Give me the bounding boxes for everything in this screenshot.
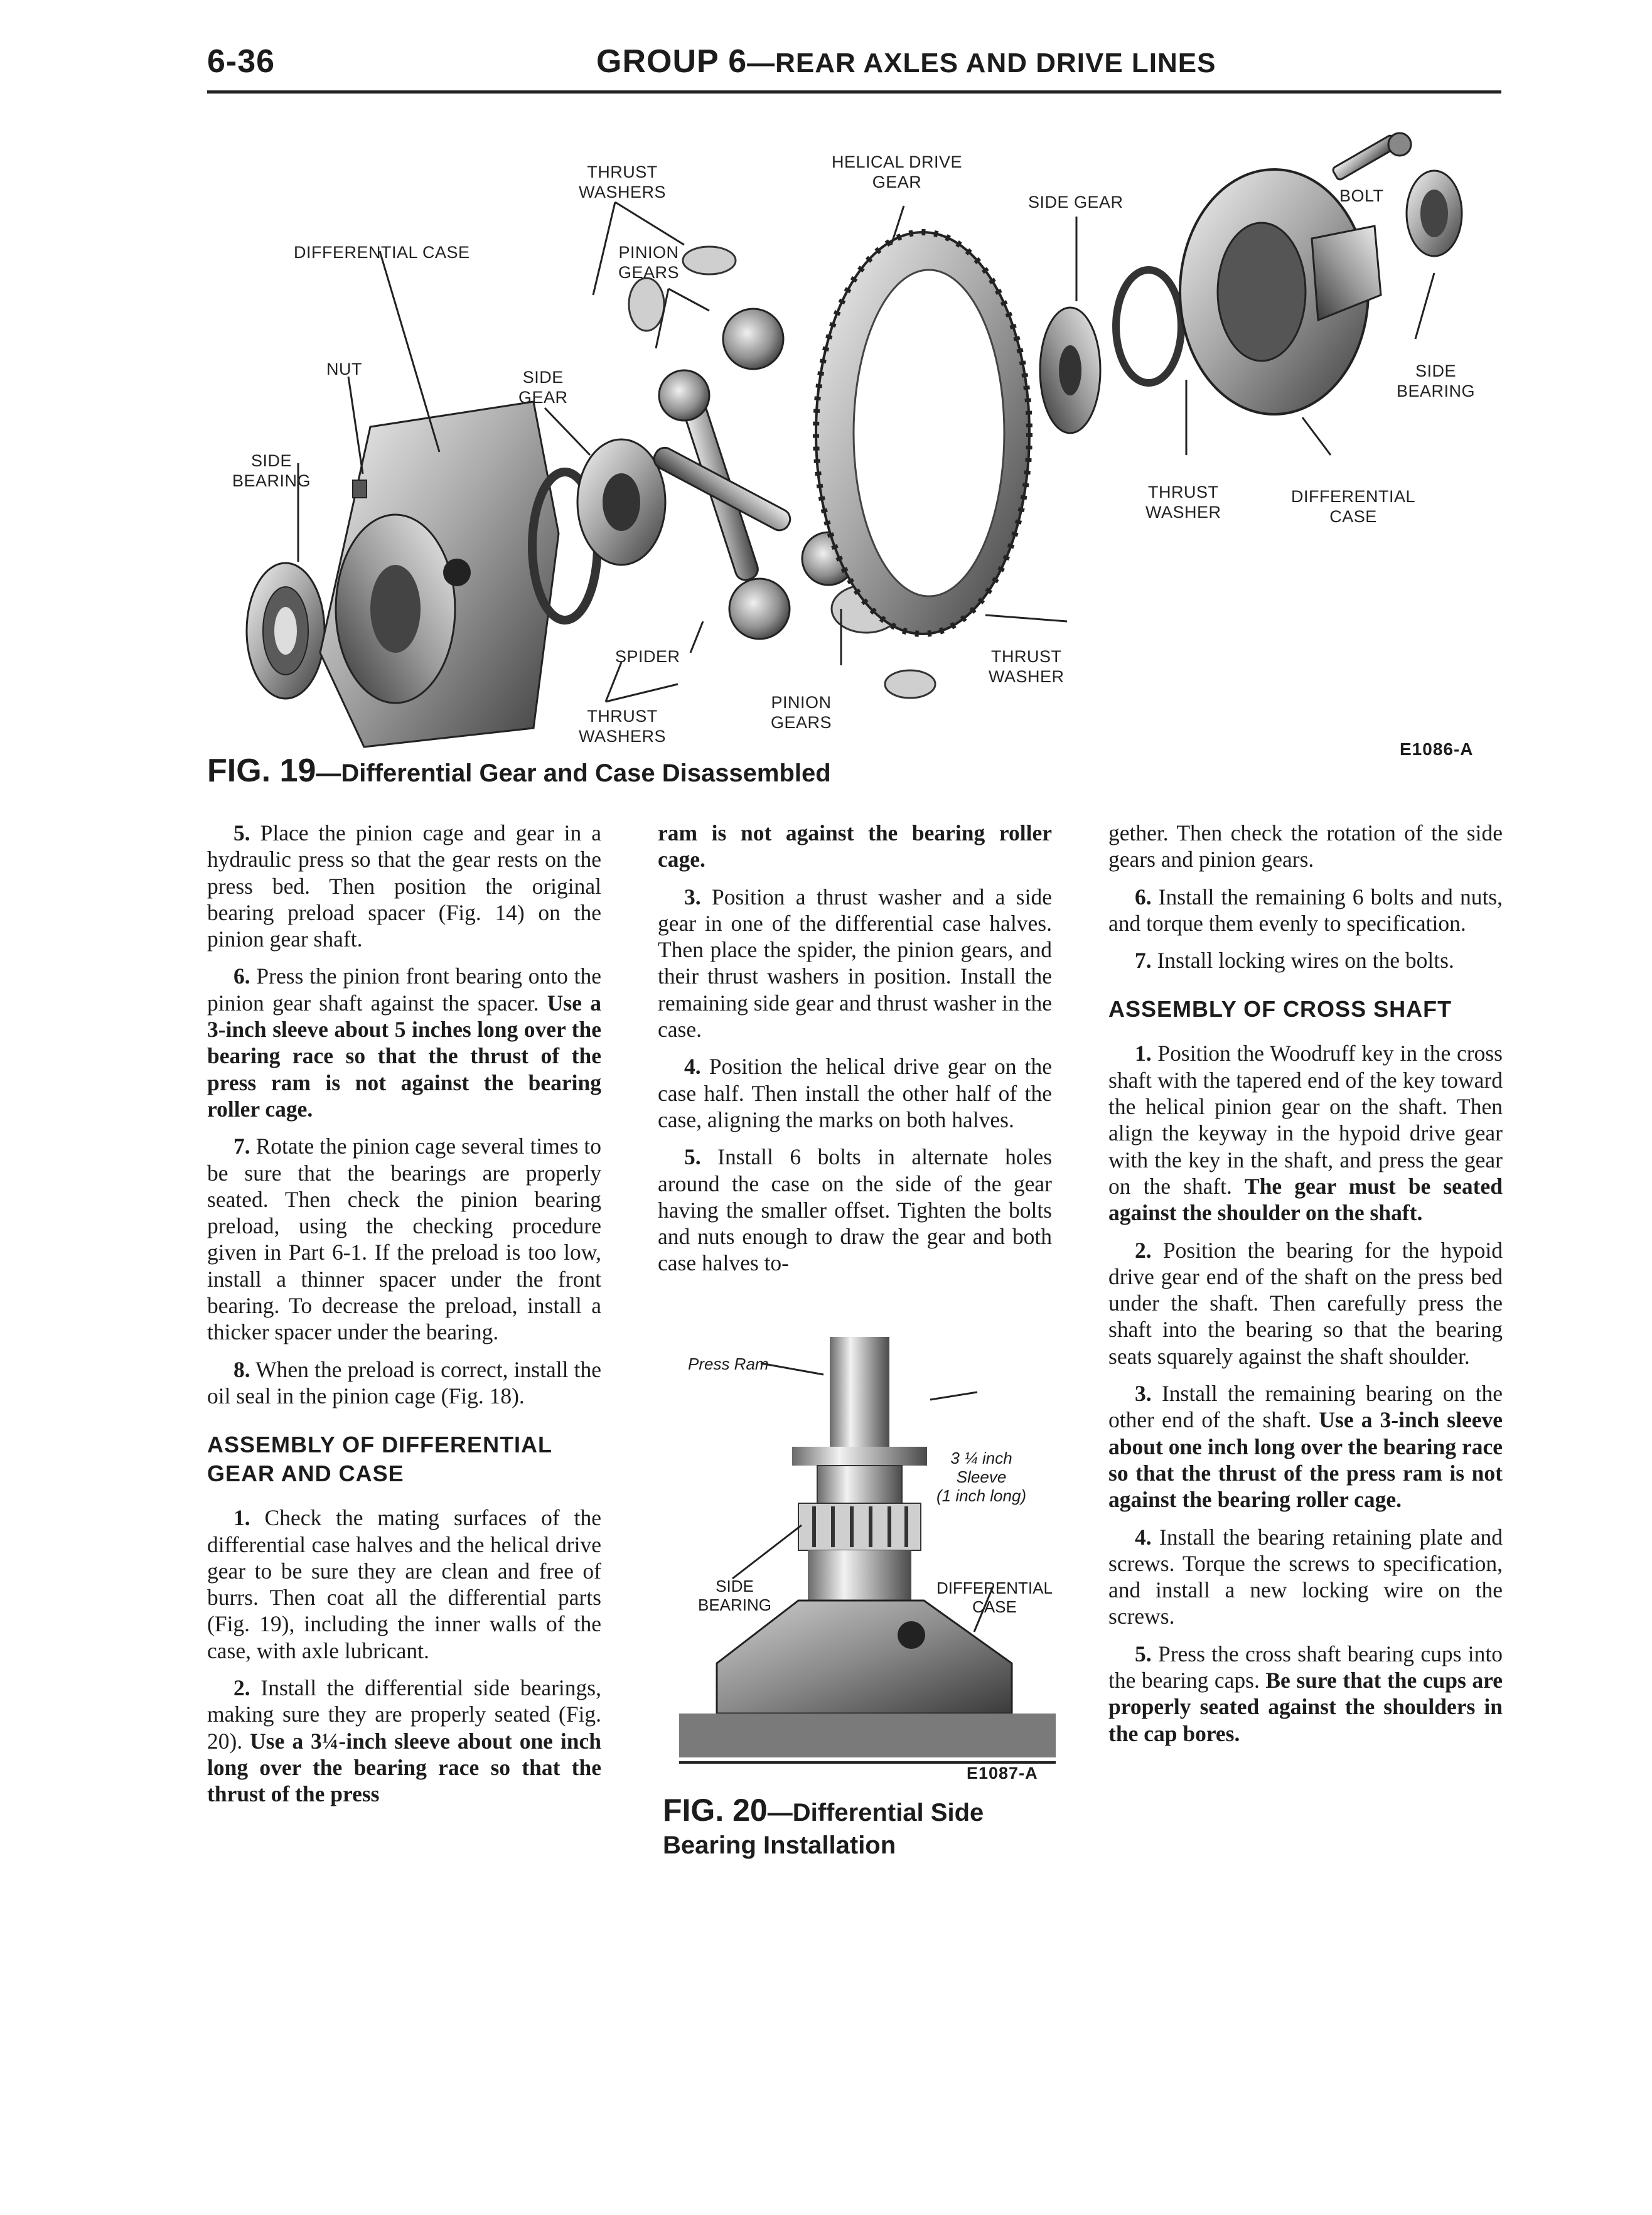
label-press-ram: Press Ram (688, 1354, 769, 1373)
step-7: 7. Rotate the pinion cage several times to be sure that the bearings are properly seated. Then check the pinion bearing preload, using the checking procedure given in Part 6-1. If the preload is too low, install a thinner spacer under the front bearing. To decrease the preload, install a thicker spacer under the bearing. (207, 1134, 602, 1345)
assembly-step-5-cont: gether. Then check the rotation of the side gears and pinion gears. (1108, 820, 1503, 872)
cross-shaft-step-5: 5. Press the cross shaft bearing cups into the bearing caps. Be sure that the cups are properly seated against the shoulders in the cap bores. (1108, 1641, 1503, 1746)
right-thrust-washer (1116, 270, 1181, 383)
fig20-caption-text: —Differential Side Bearing Installation (663, 1799, 984, 1859)
label-side-gear-left: SIDE GEAR (518, 368, 568, 407)
right-side-bearing (1407, 171, 1462, 256)
label-pinion-gears-top: PINION GEARS (618, 243, 680, 282)
assembly-step-3: 3. Position a thrust washer and a side gear in one of the differential case halves. Then place the spider, the pinion gears, and their thrust washers in position. Install the remaining side gear and thrust washer in the case. (658, 884, 1052, 1043)
label-differential-case: DIFFERENTIAL CASE (936, 1579, 1053, 1616)
label-spider: SPIDER (615, 647, 680, 666)
heading-assembly-differential: ASSEMBLY OF DIFFERENTIAL GEAR AND CASE (207, 1432, 552, 1487)
label-sleeve: 3 ¼ inch Sleeve (1 inch long) (936, 1449, 1027, 1505)
label-side-gear-right: SIDE GEAR (1028, 193, 1124, 212)
running-head-title: —REAR AXLES AND DRIVE LINES (747, 48, 1216, 78)
label-differential-case-left: DIFFERENTIAL CASE (294, 243, 470, 262)
heading-assembly-cross-shaft: ASSEMBLY OF CROSS SHAFT (1108, 996, 1452, 1022)
text-column-3 (1108, 820, 1503, 1757)
case-hub (808, 1550, 911, 1607)
press-ram (830, 1337, 889, 1450)
fig19-illustration (207, 132, 1506, 772)
header-rule (207, 90, 1501, 94)
fig19-code: E1086-A (1400, 739, 1474, 759)
cross-shaft-step-3: 3. Install the remaining bearing on the other end of the shaft. Use a 3-inch sleeve about one inch long over the bearing race so that the thrust of the press ram is not against the bearing roller cage. (1108, 1381, 1503, 1513)
assembly-step-5: 5. Install 6 bolts in alternate holes around the case on the side of the gear having the smaller offset. Tighten the bolts and nuts enough to draw the gear and both case halves to- (658, 1144, 1053, 1276)
label-thrust-washers-top: THRUST WASHERS (579, 163, 667, 201)
cross-shaft-step-4: 4. Install the bearing retaining plate and screws. Torque the screws to specification, and install a new locking wire on the screws. (1108, 1524, 1503, 1629)
label-thrust-washer-lower: THRUST WASHER (989, 647, 1065, 686)
press-bed (679, 1714, 1056, 1757)
label-nut: NUT (326, 360, 362, 378)
label-thrust-washer-right: THRUST WASHER (1145, 483, 1221, 522)
helical-drive-gear (816, 232, 1029, 634)
step-8: 8. When the preload is correct, install the oil seal in the pinion cage (Fig. 18). (207, 1356, 601, 1408)
cross-shaft-step-1: 1. Position the Woodruff key in the cross shaft with the tapered end of the key toward the helical pinion gear on the shaft. Then align the keyway in the hypoid drive gear with the key in the shaft, and press the gear on the shaft. The gear must be seated against the shoulder on the shaft. (1108, 1041, 1503, 1226)
text-column-2 (658, 820, 1052, 1287)
fig20-code: E1087-A (967, 1764, 1038, 1783)
running-head-group: GROUP 6 (596, 43, 748, 80)
fig20-number: FIG. 20 (663, 1793, 768, 1828)
running-head (596, 43, 1216, 80)
right-side-gear (1040, 308, 1100, 433)
label-thrust-washers-bottom: THRUST WASHERS (579, 707, 667, 746)
step-5: 5. Place the pinion cage and gear in a hydraulic press so that the gear rests on the press bed. Then position the original bearing preload spacer (Fig. 14) on the pinion gear shaft. (207, 820, 602, 952)
sleeve (817, 1466, 902, 1503)
label-differential-case-right: DIFFERENTIAL CASE (1291, 487, 1416, 526)
label-side-bearing-right: SIDE BEARING (1397, 362, 1476, 400)
page-header (207, 38, 1494, 88)
assembly-step-6: 6. Install the remaining 6 bolts and nuts, and torque them evenly to specification. (1108, 884, 1503, 936)
fig20-photo (679, 1337, 1056, 1783)
fig19-diagram (207, 132, 1506, 772)
left-differential-case (320, 402, 559, 747)
fig19-caption-text: —Differential Gear and Case Disassembled (316, 759, 831, 787)
side-bearing (798, 1503, 921, 1550)
label-bolt: BOLT (1339, 186, 1384, 205)
label-helical-drive-gear: HELICAL DRIVE GEAR (832, 153, 963, 191)
label-side-bearing-left: SIDE BEARING (232, 451, 311, 490)
label-pinion-gears-bottom: PINION GEARS (771, 693, 832, 732)
right-differential-case (1180, 169, 1381, 414)
left-side-gear (577, 439, 665, 565)
bolt (1332, 133, 1411, 181)
nut (353, 480, 367, 498)
fig19-caption (207, 752, 831, 790)
assembly-step-7: 7. Install locking wires on the bolts. (1135, 948, 1454, 973)
assembly-step-1: 1. Check the mating surfaces of the differential case halves and the helical drive gear to be sure they are clean and free of burrs. Then coat all the differential parts (Fig. 19), including the inner walls of the case, with axle lubricant. (207, 1505, 601, 1663)
assembly-step-2: 2. Install the differential side bearings, making sure they are properly seated (Fig. 20). Use a 3¼-inch sleeve about one inch long over the bearing race so that the thrust of the press (207, 1675, 601, 1807)
fig20-illustration (679, 1337, 1056, 1783)
spider (651, 397, 794, 582)
assembly-step-2-cont: ram is not against the bearing roller cage. (658, 820, 1052, 872)
fig19-number: FIG. 19 (207, 753, 316, 789)
fig20-caption (663, 1794, 1065, 1862)
left-side-bearing (247, 563, 324, 699)
page-number: 6-36 (207, 43, 276, 80)
text-column-1 (207, 820, 601, 1818)
ram-plate (792, 1447, 927, 1466)
cross-shaft-step-2: 2. Position the bearing for the hypoid drive gear end of the shaft on the press bed under the shaft. Then carefully press the shaft into the bearing so that the bearing seats squarely against the shaft shoulder. (1108, 1237, 1503, 1369)
label-side-bearing: SIDE BEARING (698, 1577, 772, 1614)
assembly-step-4: 4. Position the helical drive gear on the case half. Then install the other half of the case, aligning the marks on both halves. (658, 1054, 1052, 1132)
step-6: 6. Press the pinion front bearing onto the pinion gear shaft against the spacer. Use a 3-inch sleeve about 5 inches long over the bearing race so that the thrust of the press ram is not against the bearing roller cage. (207, 963, 601, 1122)
